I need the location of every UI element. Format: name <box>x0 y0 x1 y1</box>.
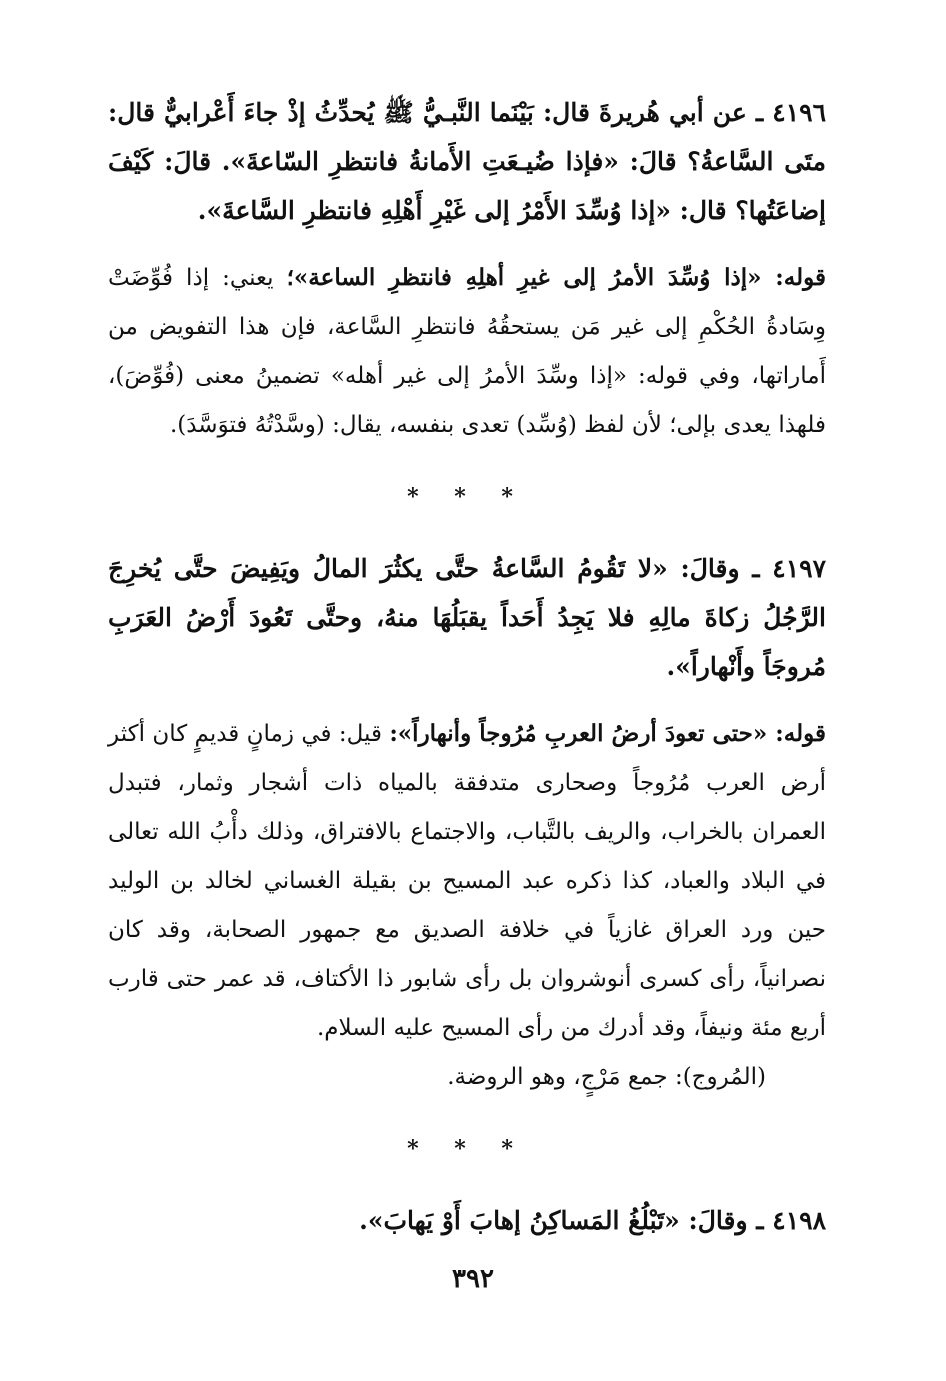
hadith-4197: ٤١٩٧ ـ وقالَ: «لا تَقُومُ السَّاعةُ حتَّى يكثُرَ المالُ ويَفِيضَ حتَّى يُخرِجَ الرَّجُلُ زكاةَ مالِهِ فلا يَجِدُ أَحَداً يقبَلُهَا منهُ، وحتَّى تَعُودَ أَرْضُ العَرَبِ مُروجَاً وأَنْهاراً». <box>108 554 826 681</box>
commentary-4197-lead: قوله: «حتى تعودَ أرضُ العربِ مُرُوجاً وأنهاراً»: <box>389 720 826 747</box>
commentary-4197-note: (المُروج): جمع مَرْجٍ، وهو الروضة. <box>447 1064 766 1090</box>
commentary-4197-text: قيل: في زمانٍ قديمٍ كان أكثر أرض العرب مُرُوجاً وصحارى متدفقة بالمياه ذات أشجار وثمار، فتبدل العمران بالخراب، والريف بالتَّباب، والاجتماع بالافتراق، وذلك دأْبُ الله تعالى في البلاد والعباد، كذا ذكره عبد المسيح بن بقيلة الغساني لخالد بن الوليد حين ورد العراق غازياً في خلافة الصديق مع جمهور الصحابة، وقد كان نصرانياً، رأى كسرى أنوشروان بل رأى شابور ذا الأكتاف، قد عمر حتى قارب أربع مئة ونيفاً، وقد أدرك من رأى المسيح عليه السلام. <box>108 721 826 1041</box>
section-separator-1: * * * <box>407 484 527 510</box>
page-number: ٣٩٢ <box>452 1264 494 1294</box>
hadith-4196: ٤١٩٦ ـ عن أبي هُريرةَ قال: بَيْنَما النَّبـيُّ ﷺ يُحدِّثُ إذْ جاءَ أَعْرابيٌّ قال: متَى السَّاعةُ؟ قالَ: «فإذا ضُيـعَتِ الأَمانةُ فانتظرِ السّاعةَ». قالَ: كَيْفَ إضاعَتُها؟ قال: «إذا وُسِّدَ الأَمْرُ إلى غَيْرِ أَهْلِهِ فانتظرِ السَّاعةَ». <box>108 98 826 225</box>
commentary-4196-lead: قوله: «إذا وُسِّدَ الأمرُ إلى غيرِ أهلِهِ فانتظرِ الساعة»؛ <box>286 264 827 291</box>
hadith-4198: ٤١٩٨ ـ وقالَ: «تَبْلُغُ المَساكِنُ إهابَ أَوْ يَهابَ». <box>359 1206 826 1235</box>
commentary-4197 <box>108 709 826 1053</box>
page-body <box>108 88 826 1245</box>
section-separator-2: * * * <box>407 1136 527 1162</box>
commentary-4196-text: يعني: إذا فُوِّضَتْ وِسَادةُ الحُكْمِ إلى غير مَن يستحقُهُ فانتظرِ السَّاعة، فإن هذا التفويض من أَماراتها، وفي قوله: «إذا وسِّدَ الأمرُ إلى غير أهله» تضمينُ معنى (فُوِّضَ)، فلهذا يعدى بإلى؛ لأن لفظ (وُسِّد) تعدى بنفسه، يقال: (وسَّدْتُهُ فتوَسَّدَ). <box>108 265 826 438</box>
commentary-4196 <box>108 253 826 450</box>
